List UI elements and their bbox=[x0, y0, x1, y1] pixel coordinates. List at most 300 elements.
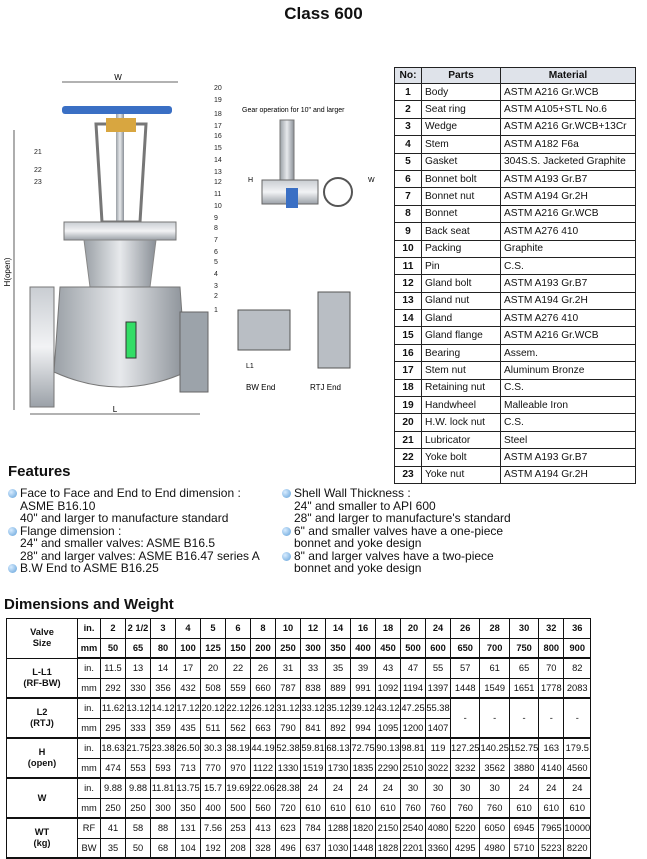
feature-item bbox=[282, 487, 642, 525]
dim-value: 1651 bbox=[509, 678, 538, 698]
feature-line: ASME B16.10 bbox=[20, 498, 96, 513]
size-in: 14 bbox=[326, 619, 351, 639]
dim-value: 2510 bbox=[401, 758, 426, 778]
part-no: 19 bbox=[395, 397, 422, 414]
feature-item bbox=[282, 525, 642, 550]
dim-value: 1092 bbox=[376, 678, 401, 698]
dim-row bbox=[7, 758, 591, 778]
dim-value: 1820 bbox=[351, 818, 376, 838]
dim-value: 4980 bbox=[480, 838, 509, 858]
size-in: 6 bbox=[226, 619, 251, 639]
dim-value: 65 bbox=[509, 658, 538, 678]
dim-value: 3360 bbox=[426, 838, 451, 858]
parts-row bbox=[395, 205, 636, 222]
size-mm: 450 bbox=[376, 638, 401, 658]
dim-value: 208 bbox=[226, 838, 251, 858]
parts-row bbox=[395, 327, 636, 344]
size-mm: 650 bbox=[451, 638, 480, 658]
size-in: 2 bbox=[101, 619, 126, 639]
dim-value: 562 bbox=[226, 718, 251, 738]
dim-value: 300 bbox=[151, 798, 176, 818]
features-right-list bbox=[282, 487, 642, 575]
callout-13: 13 bbox=[214, 169, 222, 176]
dim-value: 14 bbox=[151, 658, 176, 678]
dim-value: 17 bbox=[176, 658, 201, 678]
dim-value: 610 bbox=[539, 798, 564, 818]
dim-value: 26 bbox=[251, 658, 276, 678]
part-material: Graphite bbox=[501, 240, 636, 257]
part-no: 22 bbox=[395, 449, 422, 466]
dim-label-line: (kg) bbox=[33, 838, 51, 848]
dim-value: 1448 bbox=[351, 838, 376, 858]
dim-value: 787 bbox=[276, 678, 301, 698]
w-dim-label: W bbox=[114, 73, 122, 82]
part-material: ASTM A216 Gr.WCB bbox=[501, 205, 636, 222]
size-in: 5 bbox=[201, 619, 226, 639]
size-in: 4 bbox=[176, 619, 201, 639]
dim-value: 663 bbox=[251, 718, 276, 738]
dim-row bbox=[7, 798, 591, 818]
part-material: ASTM A276 410 bbox=[501, 310, 636, 327]
dim-value: 50 bbox=[126, 838, 151, 858]
dim-label-line: L-L1 bbox=[32, 666, 52, 677]
dim-value: 713 bbox=[176, 758, 201, 778]
dim-value: 179.5 bbox=[564, 738, 591, 758]
dim-value: 1407 bbox=[426, 718, 451, 738]
dimensions-table bbox=[6, 618, 591, 859]
unit-label: in. bbox=[78, 738, 101, 758]
left-flange bbox=[30, 287, 54, 407]
part-name: Yoke nut bbox=[422, 466, 501, 483]
feature-line: 28" and larger to manufacture's standard bbox=[294, 511, 511, 525]
dim-value: 760 bbox=[401, 798, 426, 818]
dim-value: 58 bbox=[126, 818, 151, 838]
part-name: Gland bbox=[422, 310, 501, 327]
dim-label-line: W bbox=[37, 792, 47, 803]
dim-value: 3562 bbox=[480, 758, 509, 778]
parts-row bbox=[395, 118, 636, 135]
dim-value: 295 bbox=[101, 718, 126, 738]
size-mm: 500 bbox=[401, 638, 426, 658]
feature-line: Shell Wall Thickness : bbox=[294, 486, 411, 500]
part-material: ASTM A193 Gr.B7 bbox=[501, 170, 636, 187]
part-material: ASTM A193 Gr.B7 bbox=[501, 449, 636, 466]
callout-14: 14 bbox=[214, 157, 222, 164]
callout-18: 18 bbox=[214, 111, 222, 118]
dim-value: 8220 bbox=[564, 838, 591, 858]
dim-value: 5710 bbox=[509, 838, 538, 858]
dim-value: 22.06 bbox=[251, 778, 276, 798]
part-material: ASTM A216 Gr.WCB+13Cr bbox=[501, 118, 636, 135]
unit-label: RF bbox=[78, 818, 101, 838]
parts-table bbox=[394, 67, 636, 484]
part-name: Lubricator bbox=[422, 431, 501, 448]
dim-value: 24 bbox=[301, 778, 326, 798]
dim-value: 14.12 bbox=[151, 698, 176, 718]
dim-value: 33 bbox=[301, 658, 326, 678]
dim-value: 1448 bbox=[451, 678, 480, 698]
parts-row bbox=[395, 466, 636, 483]
callout-21: 21 bbox=[34, 149, 42, 156]
dim-value: 4295 bbox=[451, 838, 480, 858]
unit-label: in. bbox=[78, 698, 101, 718]
dim-value: 1519 bbox=[301, 758, 326, 778]
dim-label-line: (RF-BW) bbox=[23, 677, 61, 688]
dim-value: 5223 bbox=[539, 838, 564, 858]
bw-end bbox=[238, 310, 290, 350]
part-material: ASTM A194 Gr.2H bbox=[501, 292, 636, 309]
parts-row bbox=[395, 344, 636, 361]
parts-row bbox=[395, 397, 636, 414]
parts-row bbox=[395, 362, 636, 379]
part-name: Seat ring bbox=[422, 101, 501, 118]
dim-value: 30 bbox=[451, 778, 480, 798]
callout-23: 23 bbox=[34, 179, 42, 186]
dim-value: 3232 bbox=[451, 758, 480, 778]
dim-value: 253 bbox=[226, 818, 251, 838]
dim-value: 6050 bbox=[480, 818, 509, 838]
dim-value: 43.12 bbox=[376, 698, 401, 718]
dim-row bbox=[7, 818, 591, 838]
size-in: 20 bbox=[401, 619, 426, 639]
dim-value: 52.38 bbox=[276, 738, 301, 758]
dim-value: 30.3 bbox=[201, 738, 226, 758]
part-name: Gasket bbox=[422, 153, 501, 170]
callout-3: 3 bbox=[214, 283, 218, 290]
callout-9: 9 bbox=[214, 215, 218, 222]
feature-item bbox=[282, 550, 642, 575]
parts-row bbox=[395, 136, 636, 153]
callout-5: 5 bbox=[214, 259, 218, 266]
part-name: Bonnet bbox=[422, 205, 501, 222]
dim-value: 610 bbox=[564, 798, 591, 818]
dim-value: 474 bbox=[101, 758, 126, 778]
part-no: 17 bbox=[395, 362, 422, 379]
part-no: 18 bbox=[395, 379, 422, 396]
dim-value: 2083 bbox=[564, 678, 591, 698]
dim-value: 7965 bbox=[539, 818, 564, 838]
dim-value: 760 bbox=[451, 798, 480, 818]
part-material: ASTM A193 Gr.B7 bbox=[501, 275, 636, 292]
part-no: 9 bbox=[395, 223, 422, 240]
valve-drawing bbox=[0, 72, 390, 432]
dim-value: 1200 bbox=[401, 718, 426, 738]
parts-row bbox=[395, 153, 636, 170]
dim-value: 98.81 bbox=[401, 738, 426, 758]
dim-value: 496 bbox=[276, 838, 301, 858]
parts-row bbox=[395, 449, 636, 466]
dim-value: 1330 bbox=[276, 758, 301, 778]
dim-label-line: (RTJ) bbox=[30, 718, 54, 728]
dim-value: 760 bbox=[426, 798, 451, 818]
handwheel bbox=[62, 106, 172, 114]
size-mm: 80 bbox=[151, 638, 176, 658]
part-name: H.W. lock nut bbox=[422, 414, 501, 431]
part-no: 4 bbox=[395, 136, 422, 153]
section-bore bbox=[180, 312, 208, 392]
dim-value: 22.12 bbox=[226, 698, 251, 718]
dim-value: 119 bbox=[426, 738, 451, 758]
dim-value: 90.13 bbox=[376, 738, 401, 758]
dim-value: 610 bbox=[509, 798, 538, 818]
part-name: Packing bbox=[422, 240, 501, 257]
dim-value: 47 bbox=[401, 658, 426, 678]
dim-value: 10000 bbox=[564, 818, 591, 838]
size-mm: 200 bbox=[251, 638, 276, 658]
gear-caption: Gear operation for 10" and larger bbox=[242, 107, 345, 114]
feature-line: 24" and smaller to API 600 bbox=[294, 498, 436, 513]
dim-value: 11.5 bbox=[101, 658, 126, 678]
size-in: 8 bbox=[251, 619, 276, 639]
dim-value: 660 bbox=[251, 678, 276, 698]
parts-row bbox=[395, 292, 636, 309]
part-no: 21 bbox=[395, 431, 422, 448]
parts-row bbox=[395, 101, 636, 118]
dim-value: 30 bbox=[401, 778, 426, 798]
size-mm: 900 bbox=[564, 638, 591, 658]
dim-value: 26.12 bbox=[251, 698, 276, 718]
dim-row bbox=[7, 658, 591, 678]
dim-value: 131 bbox=[176, 818, 201, 838]
dim-value: 6945 bbox=[509, 818, 538, 838]
feature-line: 40" and larger to manufacture standard bbox=[20, 511, 229, 525]
dim-value: 610 bbox=[351, 798, 376, 818]
size-mm: 400 bbox=[351, 638, 376, 658]
unit-label: in. bbox=[78, 778, 101, 798]
dim-value: 26.50 bbox=[176, 738, 201, 758]
parts-row bbox=[395, 84, 636, 101]
dim-value: 2540 bbox=[401, 818, 426, 838]
dim-value: 11.62 bbox=[101, 698, 126, 718]
size-in: 36 bbox=[564, 619, 591, 639]
dim-row bbox=[7, 738, 591, 758]
part-material: C.S. bbox=[501, 379, 636, 396]
dim-value: 57 bbox=[451, 658, 480, 678]
dim-value: 1095 bbox=[376, 718, 401, 738]
part-name: Wedge bbox=[422, 118, 501, 135]
dim-value: 33.12 bbox=[301, 698, 326, 718]
dim-value: 560 bbox=[251, 798, 276, 818]
part-name: Bonnet nut bbox=[422, 188, 501, 205]
parts-row bbox=[395, 188, 636, 205]
dim-value: 61 bbox=[480, 658, 509, 678]
dim-value: 994 bbox=[351, 718, 376, 738]
dim-value: 72.75 bbox=[351, 738, 376, 758]
feature-line: 8" and larger valves have a two-piece bbox=[294, 548, 494, 563]
part-no: 2 bbox=[395, 101, 422, 118]
callout-16: 16 bbox=[214, 133, 222, 140]
bonnet bbox=[84, 240, 156, 287]
part-material: Assem. bbox=[501, 344, 636, 361]
parts-row bbox=[395, 431, 636, 448]
part-name: Gland bolt bbox=[422, 275, 501, 292]
size-mm: 100 bbox=[176, 638, 201, 658]
dim-value: 24 bbox=[564, 778, 591, 798]
page-title: Class 600 bbox=[284, 4, 363, 23]
dim-value: 841 bbox=[301, 718, 326, 738]
unit-label: mm bbox=[78, 678, 101, 698]
dim-value: 250 bbox=[126, 798, 151, 818]
size-in: 3 bbox=[151, 619, 176, 639]
bw-end-label: BW End bbox=[246, 383, 276, 392]
dim-value: 511 bbox=[201, 718, 226, 738]
dim-value: 623 bbox=[276, 818, 301, 838]
parts-row bbox=[395, 379, 636, 396]
part-material: ASTM A194 Gr.2H bbox=[501, 188, 636, 205]
part-no: 5 bbox=[395, 153, 422, 170]
dim-value: 38.19 bbox=[226, 738, 251, 758]
gear-w-label: W bbox=[368, 177, 375, 184]
dim-value: 22 bbox=[226, 658, 251, 678]
dim-value: 24 bbox=[539, 778, 564, 798]
unit-label: mm bbox=[78, 758, 101, 778]
parts-row bbox=[395, 257, 636, 274]
part-no: 23 bbox=[395, 466, 422, 483]
dim-label-line: L2 bbox=[36, 707, 48, 717]
dim-value: 13 bbox=[126, 658, 151, 678]
callout-17: 17 bbox=[214, 123, 222, 130]
part-no: 8 bbox=[395, 205, 422, 222]
unit-label: mm bbox=[78, 718, 101, 738]
dim-value: 1288 bbox=[326, 818, 351, 838]
parts-row bbox=[395, 240, 636, 257]
size-in: 16 bbox=[351, 619, 376, 639]
part-no: 20 bbox=[395, 414, 422, 431]
size-in: 24 bbox=[426, 619, 451, 639]
dim-value: 400 bbox=[201, 798, 226, 818]
dim-row bbox=[7, 778, 591, 798]
features-left-list bbox=[8, 487, 278, 575]
callout-20: 20 bbox=[214, 85, 222, 92]
part-material: ASTM A216 Gr.WCB bbox=[501, 84, 636, 101]
part-name: Stem nut bbox=[422, 362, 501, 379]
dim-label bbox=[7, 738, 78, 778]
dim-value: 784 bbox=[301, 818, 326, 838]
dim-value: 127.25 bbox=[451, 738, 480, 758]
parts-row bbox=[395, 275, 636, 292]
body bbox=[54, 287, 186, 387]
callout-4: 4 bbox=[214, 271, 218, 278]
dim-value: 330 bbox=[126, 678, 151, 698]
size-row-in bbox=[7, 619, 591, 639]
unit-label: mm bbox=[78, 638, 101, 658]
part-name: Pin bbox=[422, 257, 501, 274]
dim-value: 350 bbox=[176, 798, 201, 818]
dim-value: 24 bbox=[509, 778, 538, 798]
part-name: Gland flange bbox=[422, 327, 501, 344]
part-name: Bonnet bolt bbox=[422, 170, 501, 187]
dim-value: 1730 bbox=[326, 758, 351, 778]
callout-15: 15 bbox=[214, 145, 222, 152]
dim-value: 4140 bbox=[539, 758, 564, 778]
dim-label-line: H bbox=[38, 747, 46, 757]
size-mm: 300 bbox=[301, 638, 326, 658]
dim-value: 3880 bbox=[509, 758, 538, 778]
dim-value: 1030 bbox=[326, 838, 351, 858]
size-mm: 750 bbox=[509, 638, 538, 658]
part-no: 11 bbox=[395, 257, 422, 274]
rtj-end-label: RTJ End bbox=[310, 383, 341, 392]
h-dim-label: H(open) bbox=[3, 257, 12, 287]
dim-value: 11.81 bbox=[151, 778, 176, 798]
dim-value: 13.12 bbox=[126, 698, 151, 718]
size-mm: 65 bbox=[126, 638, 151, 658]
dim-value: 5220 bbox=[451, 818, 480, 838]
part-material: ASTM A194 Gr.2H bbox=[501, 466, 636, 483]
dim-value: 35 bbox=[326, 658, 351, 678]
wedge-seat bbox=[126, 322, 136, 358]
part-material: Malleable Iron bbox=[501, 397, 636, 414]
dim-value: - bbox=[509, 698, 538, 738]
dim-value: 30 bbox=[480, 778, 509, 798]
dim-value: 1122 bbox=[251, 758, 276, 778]
part-name: Back seat bbox=[422, 223, 501, 240]
dim-value: 359 bbox=[151, 718, 176, 738]
callout-12: 12 bbox=[214, 179, 222, 186]
callout-19: 19 bbox=[214, 97, 222, 104]
size-mm: 150 bbox=[226, 638, 251, 658]
feature-line: bonnet and yoke design bbox=[294, 561, 422, 575]
parts-row bbox=[395, 310, 636, 327]
size-mm: 50 bbox=[101, 638, 126, 658]
part-material: ASTM A182 F6a bbox=[501, 136, 636, 153]
l-dim-label: L bbox=[112, 405, 118, 414]
part-material: C.S. bbox=[501, 414, 636, 431]
dim-value: 41 bbox=[101, 818, 126, 838]
dim-value: 720 bbox=[276, 798, 301, 818]
part-no: 15 bbox=[395, 327, 422, 344]
dim-value: 500 bbox=[226, 798, 251, 818]
dim-value: 610 bbox=[326, 798, 351, 818]
part-material: ASTM A105+STL No.6 bbox=[501, 101, 636, 118]
feature-line: Flange dimension : bbox=[20, 523, 122, 538]
part-material: Steel bbox=[501, 431, 636, 448]
size-label bbox=[7, 619, 78, 659]
dim-value: 39.12 bbox=[351, 698, 376, 718]
dim-value: 356 bbox=[151, 678, 176, 698]
parts-row bbox=[395, 414, 636, 431]
features-title: Features bbox=[8, 463, 71, 480]
dim-value: 9.88 bbox=[101, 778, 126, 798]
callout-7: 7 bbox=[214, 237, 218, 244]
dim-value: 413 bbox=[251, 818, 276, 838]
feature-item bbox=[8, 487, 278, 525]
part-material: Aluminum Bronze bbox=[501, 362, 636, 379]
feature-line: Face to Face and End to End dimension : bbox=[20, 486, 241, 500]
dim-value: 163 bbox=[539, 738, 564, 758]
dim-value: 2201 bbox=[401, 838, 426, 858]
dim-value: 9.88 bbox=[126, 778, 151, 798]
dim-value: 1194 bbox=[401, 678, 426, 698]
feature-line: 6" and smaller valves have a one-piece bbox=[294, 523, 504, 538]
part-no: 12 bbox=[395, 275, 422, 292]
feature-line: 28" and larger valves: ASME B16.47 series A bbox=[20, 548, 260, 563]
dim-row bbox=[7, 678, 591, 698]
dim-value: 55 bbox=[426, 658, 451, 678]
size-row-mm bbox=[7, 638, 591, 658]
dim-value: 2150 bbox=[376, 818, 401, 838]
dim-value: 35.12 bbox=[326, 698, 351, 718]
dim-value: 610 bbox=[376, 798, 401, 818]
feature-line: B.W End to ASME B16.25 bbox=[20, 561, 159, 575]
parts-row bbox=[395, 170, 636, 187]
dim-value: 432 bbox=[176, 678, 201, 698]
dim-value: 292 bbox=[101, 678, 126, 698]
dim-label bbox=[7, 778, 78, 818]
bonnet-flange bbox=[64, 222, 176, 240]
callout-2: 2 bbox=[214, 293, 218, 300]
dim-value: 82 bbox=[564, 658, 591, 678]
